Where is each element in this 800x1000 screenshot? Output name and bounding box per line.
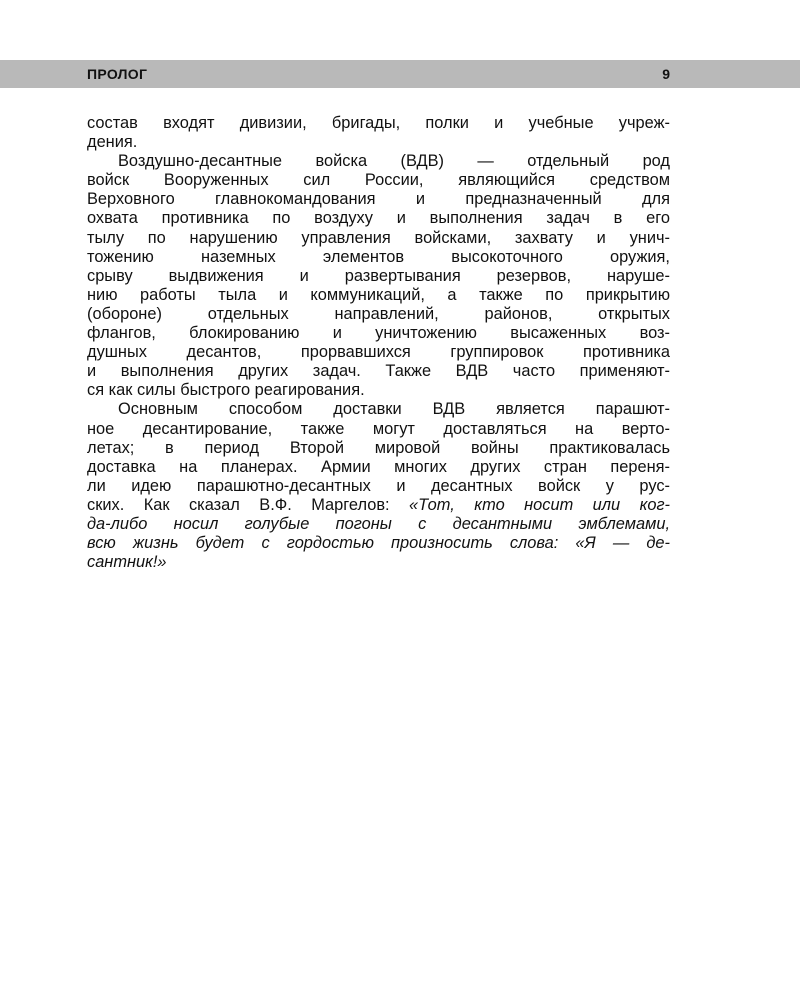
quote-line: да-либо носил голубые погоны с десантными эмблемами, [87,514,670,533]
page-number: 9 [662,66,670,82]
text-line: летах; в период Второй мировой войны практиковалась [87,438,670,457]
text-line: (обороне) отдельных направлений, районов, открытых [87,304,670,323]
text-line: срыву выдвижения и развертывания резервов, наруше- [87,266,670,285]
text-line: состав входят дивизии, бригады, полки и учебные учреж- [87,114,670,132]
text-line: и выполнения других задач. Также ВДВ часто применяют- [87,362,670,381]
quote-intro-line [87,496,670,515]
text-line: Воздушно-десантные войска (ВДВ) — отдельный род [118,152,670,171]
text-line: тожению наземных элементов высокоточного оружия, [87,247,670,266]
paragraph-3 [87,400,670,572]
body-text [87,114,670,572]
text-line: нию работы тыла и коммуникаций, а также по прикрытию [87,285,670,304]
text-line: ное десантирование, также могут доставляться на верто- [87,419,670,438]
quote-line: сантник!» [87,553,167,572]
text-line: доставка на планерах. Армии многих других стран переня- [87,457,670,476]
paragraph-2 [87,152,670,400]
text-line: флангов, блокированию и уничтожению высаженных воз- [87,324,670,343]
chapter-title: ПРОЛОГ [87,66,148,82]
quote-line: всю жизнь будет с гордостью произносить слова: «Я — де- [87,534,670,553]
text-line: тылу по нарушению управления войсками, захвату и унич- [87,228,670,247]
text-line: Верховного главнокомандования и предназначенный для [87,190,670,209]
text-line: охвата противника по воздуху и выполнения задач в его [87,209,670,228]
text-line: Основным способом доставки ВДВ является парашют- [118,400,670,419]
text-line: дения. [87,133,138,152]
running-header [0,60,800,88]
text-line: ся как силы быстрого реагирования. [87,381,365,400]
text-line: войск Вооруженных сил России, являющийся средством [87,171,670,190]
text-line: душных десантов, прорвавшихся группировок противника [87,343,670,362]
text-line: ли идею парашютно-десантных и десантных войск у рус- [87,476,670,495]
quote-attribution: ских. Как сказал В.Ф. Маргелов: [87,495,410,514]
quote-text: «Тот, кто носит или ког- [409,495,670,514]
paragraph-1 [87,114,670,152]
